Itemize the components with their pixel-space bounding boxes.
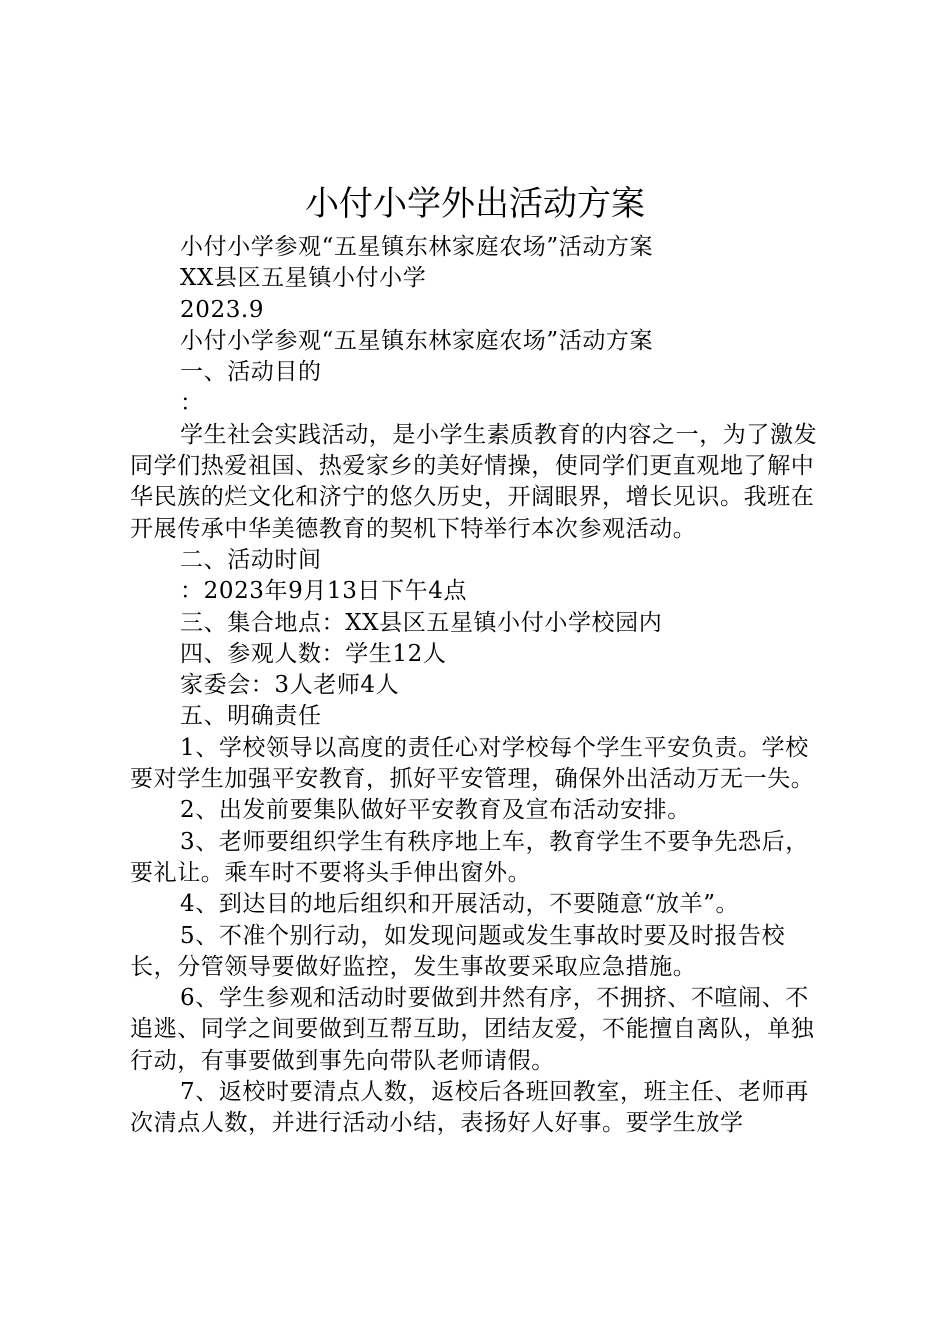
paragraph: 小付小学参观“五星镇东林家庭农场”活动方案 [180,327,654,354]
paragraph: 学生社会实践活动，是小学生素质教育的内容之一，为了激发同学们热爱祖国、热爱家乡的美好情操，使同学们更直观地了解中华民族的烂文化和济宁的悠久历史，开阔眼界，增长见识。我班在开展传承中华美德教育的契机下特举行本次参观活动。 [130,421,818,542]
paragraph: XX县区五星镇小付小学 [180,265,427,292]
paragraph: 家委会：3人老师4人 [180,672,400,699]
paragraph: 三、集合地点：XX县区五星镇小付小学校园内 [180,609,663,636]
document-title: 小付小学外出活动方案 [305,184,645,224]
paragraph: 五、明确责任 [180,703,322,730]
paragraph: 小付小学参观“五星镇东林家庭农场”活动方案 [180,234,654,260]
paragraph: 2、出发前要集队做好平安教育及宣布活动安排。 [180,797,691,824]
paragraph: 7、返校时要清点人数，返校后各班回教室，班主任、老师再次清点人数，并进行活动小结，表扬好人好事。要学生放学 [130,1079,809,1137]
paragraph: 2023.9 [180,296,265,323]
paragraph: 1、学校领导以高度的责任心对学校每个学生平安负责。学校要对学生加强平安教育，抓好平安管理，确保外出活动万无一失。 [130,734,815,793]
paragraph: 6、学生参观和活动时要做到井然有序，不拥挤、不喧闹、不追逃、同学之间要做到互帮互助，团结友爱，不能擅自离队，单独行动，有事要做到事先向带队老师请假。 [130,985,815,1074]
paragraph: 4、到达目的地后组织和开展活动，不要随意“放羊”。 [180,891,740,918]
paragraph: 二、活动时间 [180,546,322,573]
paragraph: ： [180,390,204,417]
paragraph: ：2023年9月13日下午4点 [180,578,468,605]
paragraph: 四、参观人数：学生12人 [180,640,447,667]
paragraph: 一、活动目的 [180,359,322,386]
document-body [130,232,830,1140]
paragraph: 3、老师要组织学生有秩序地上车，教育学生不要争先恐后，要礼让。乘车时不要将头手伸出窗外。 [130,828,809,886]
paragraph: 5、不准个别行动，如发现问题或发生事故时要及时报告校长，分管领导要做好监控，发生事故要采取应急措施。 [130,922,786,980]
